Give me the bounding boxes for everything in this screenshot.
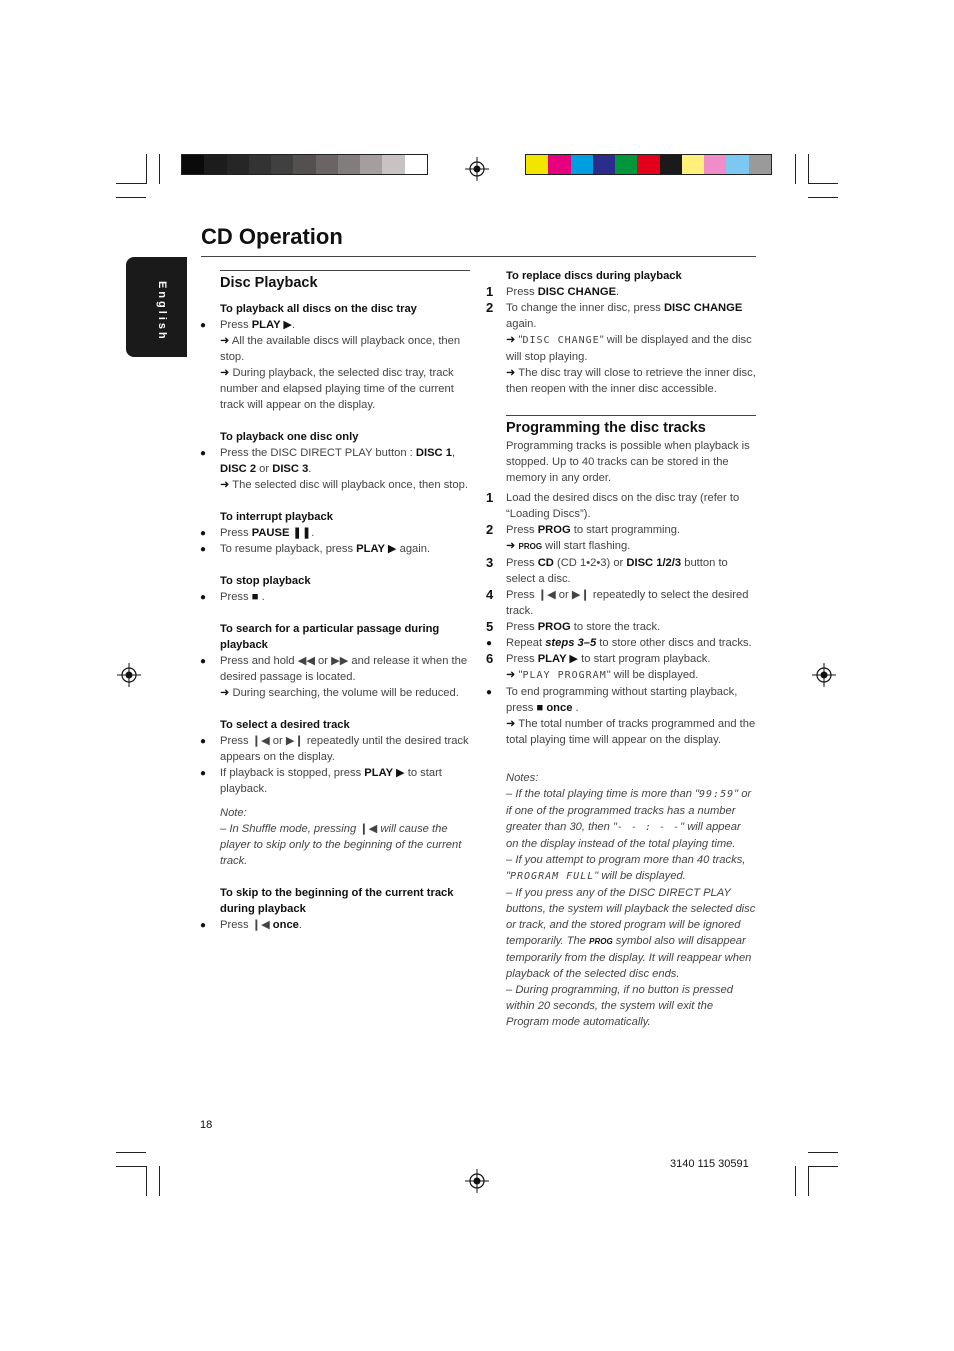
result-text: ➜ "PLAY PROGRAM" will be displayed. [506,669,699,681]
list-item: ● To resume playback, press PLAY ▶ again. [200,541,470,557]
subheading: To skip to the beginning of the current track during playback [220,887,454,915]
arrow-right-icon: ➜ [220,479,233,491]
arrow-right-icon: ➜ [220,335,232,347]
arrow-right-icon: ➜ [506,718,519,730]
step-item: 5 Press PROG to store the track. [486,619,661,634]
bullet-icon: ● [200,528,207,539]
crop-mark [808,197,838,198]
step-number: 3 [486,555,494,570]
bullet-icon: ● [200,656,207,667]
section-divider [220,270,470,271]
color-swatch [593,155,615,174]
color-swatch [405,155,427,174]
step-number: 5 [486,619,494,634]
arrow-right-icon: ➜ [506,540,519,552]
note-label: Note: [220,807,247,819]
color-swatch [182,155,204,174]
title-divider [201,256,756,257]
step-item: 1 Press DISC CHANGE. [486,284,620,299]
step-item: 3 Press CD (CD 1•2•3) or DISC 1/2/3 button to select a disc. [486,555,728,585]
crop-mark [808,1166,809,1196]
crop-mark [146,1166,147,1196]
list-item: ● Press and hold ◀◀ or ▶▶ and release it when the desired passage is located. [200,655,468,683]
crop-mark [116,1152,146,1153]
subheading: To replace discs during playback [506,270,682,282]
crop-mark [808,1152,838,1153]
color-swatch [726,155,748,174]
color-calibration-strip [525,154,772,175]
arrow-right-icon: ➜ [220,687,233,699]
crop-mark [159,154,160,184]
note-text: – If you attempt to program more than 40 tracks, "PROGRAM FULL" will be displayed. [506,854,746,882]
step-number: 2 [486,522,494,537]
step-item: 2 To change the inner disc, press DISC CHANGE again. [486,300,743,330]
list-item: ● Press ❙◀ or ▶❙ repeatedly until the desired track appears on the display. [200,735,469,763]
color-swatch [227,155,249,174]
note-text: – In Shuffle mode, pressing ❙◀ will cause the player to skip only to the beginning of the current track. [220,823,462,867]
crop-mark [146,154,147,184]
color-swatch [548,155,570,174]
arrow-right-icon: ➜ [506,669,516,681]
color-swatch [204,155,226,174]
crop-mark [116,1166,146,1167]
bullet-icon: ● [486,638,493,649]
crop-mark [808,183,838,184]
crop-mark [808,1166,838,1167]
step-item: 2 Press PROG to start programming. [486,522,681,537]
color-swatch [316,155,338,174]
notes-label: Notes: [506,772,539,784]
crop-mark [116,183,146,184]
bullet-icon: ● [486,687,493,698]
section-title-disc-playback: Disc Playback [220,275,318,291]
list-item: ● Press ■ . [200,589,470,605]
crop-mark [159,1166,160,1196]
subheading: To playback one disc only [220,431,359,443]
crop-mark [795,1166,796,1196]
registration-mark-icon [812,663,836,687]
result-text: ➜ The total number of tracks programmed and the total playing time will appear on the display. [506,718,756,746]
color-swatch [293,155,315,174]
color-swatch [637,155,659,174]
color-swatch [338,155,360,174]
list-item: ● Press PLAY ▶. [200,317,470,333]
color-swatch [271,155,293,174]
color-swatch [749,155,771,174]
section-divider [506,415,756,416]
list-item: ● Repeat steps 3–5 to store other discs and tracks. [486,635,756,651]
step-item: 4 Press ❙◀ or ▶❙ repeatedly to select the desired track. [486,587,749,617]
bullet-icon: ● [200,768,207,779]
note-text: – If the total playing time is more than "99:59" or if one of the programmed tracks has a number greater than 30, then "- - : - -" will appear on the display instead of the total playing time. [506,788,752,850]
bullet-icon: ● [200,320,207,331]
subheading: To stop playback [220,575,311,587]
color-swatch [615,155,637,174]
result-text: ➜ The selected disc will playback once, then stop. [220,479,468,491]
step-number: 4 [486,587,494,602]
grayscale-strip [181,154,428,175]
step-number: 1 [486,490,494,505]
note-text: – If you press any of the DISC DIRECT PLAY buttons, the system will playback the selected disc or track, and the stored program will be ignored temporarily. The PROG symbol also will disappear temporarily from the display. It will reappear when playback of the selected disc ends. [506,887,756,980]
list-item: ● To end programming without starting playback, press ■ once . [486,686,738,714]
registration-mark-icon [465,157,489,181]
result-text: ➜ During playback, the selected disc tray, track number and elapsed playing time of the current track will appear on the display. [220,367,454,411]
lcd-text: PLAY PROGRAM [522,670,607,681]
step-item: 6 Press PLAY ▶ to start program playback. [486,651,711,666]
bullet-icon: ● [200,448,207,459]
right-column [486,268,756,1030]
subheading: To interrupt playback [220,511,333,523]
intro-paragraph: Programming tracks is possible when playback is stopped. Up to 40 tracks can be stored in the memory in any order. [506,440,750,484]
page-title: CD Operation [201,224,343,249]
step-item: 1 Load the desired discs on the disc tray (refer to “Loading Discs”). [486,490,740,520]
page-number: 18 [200,1119,213,1131]
crop-mark [795,154,796,184]
note-text: – During programming, if no button is pressed within 20 seconds, the system will exit the Program mode automatically. [506,984,733,1028]
registration-mark-icon [117,663,141,687]
left-column [200,270,470,933]
language-tab [126,257,187,357]
bullet-icon: ● [200,544,207,555]
color-swatch [571,155,593,174]
step-number: 1 [486,284,494,299]
subheading: To playback all discs on the disc tray [220,303,417,315]
color-swatch [682,155,704,174]
subheading: To select a desired track [220,719,350,731]
crop-mark [808,154,809,184]
color-swatch [704,155,726,174]
result-text: ➜ All the available discs will playback once, then stop. [220,335,461,363]
list-item: ● Press PAUSE ❚❚. [200,525,470,541]
list-item: ● Press ❙◀ once. [200,917,470,933]
color-swatch [660,155,682,174]
lcd-text: DISC CHANGE [522,335,600,346]
step-number: 2 [486,300,494,315]
language-tab-label: English [156,281,168,342]
document-code: 3140 115 30591 [670,1158,749,1170]
result-text: ➜ "DISC CHANGE" will be displayed and the disc will stop playing. [506,334,752,363]
registration-mark-icon [465,1169,489,1193]
crop-mark [116,197,146,198]
subheading: To search for a particular passage during playback [220,623,440,651]
bullet-icon: ● [200,920,207,931]
color-swatch [526,155,548,174]
list-item: ● Press the DISC DIRECT PLAY button : DISC 1, DISC 2 or DISC 3. [200,447,456,475]
result-text: ➜ The disc tray will close to retrieve the inner disc, then reopen with the inner disc accessible. [506,367,756,395]
section-title-programming: Programming the disc tracks [506,420,706,436]
result-text: ➜ During searching, the volume will be reduced. [220,687,459,699]
result-text: ➜ PROG will start flashing. [506,540,631,552]
bullet-icon: ● [200,736,207,747]
list-item: ● If playback is stopped, press PLAY ▶ to start playback. [200,767,442,795]
arrow-right-icon: ➜ [506,367,519,379]
color-swatch [360,155,382,174]
color-swatch [249,155,271,174]
step-number: 6 [486,651,494,666]
bullet-icon: ● [200,592,207,603]
color-swatch [382,155,404,174]
arrow-right-icon: ➜ [506,334,516,346]
arrow-right-icon: ➜ [220,367,233,379]
